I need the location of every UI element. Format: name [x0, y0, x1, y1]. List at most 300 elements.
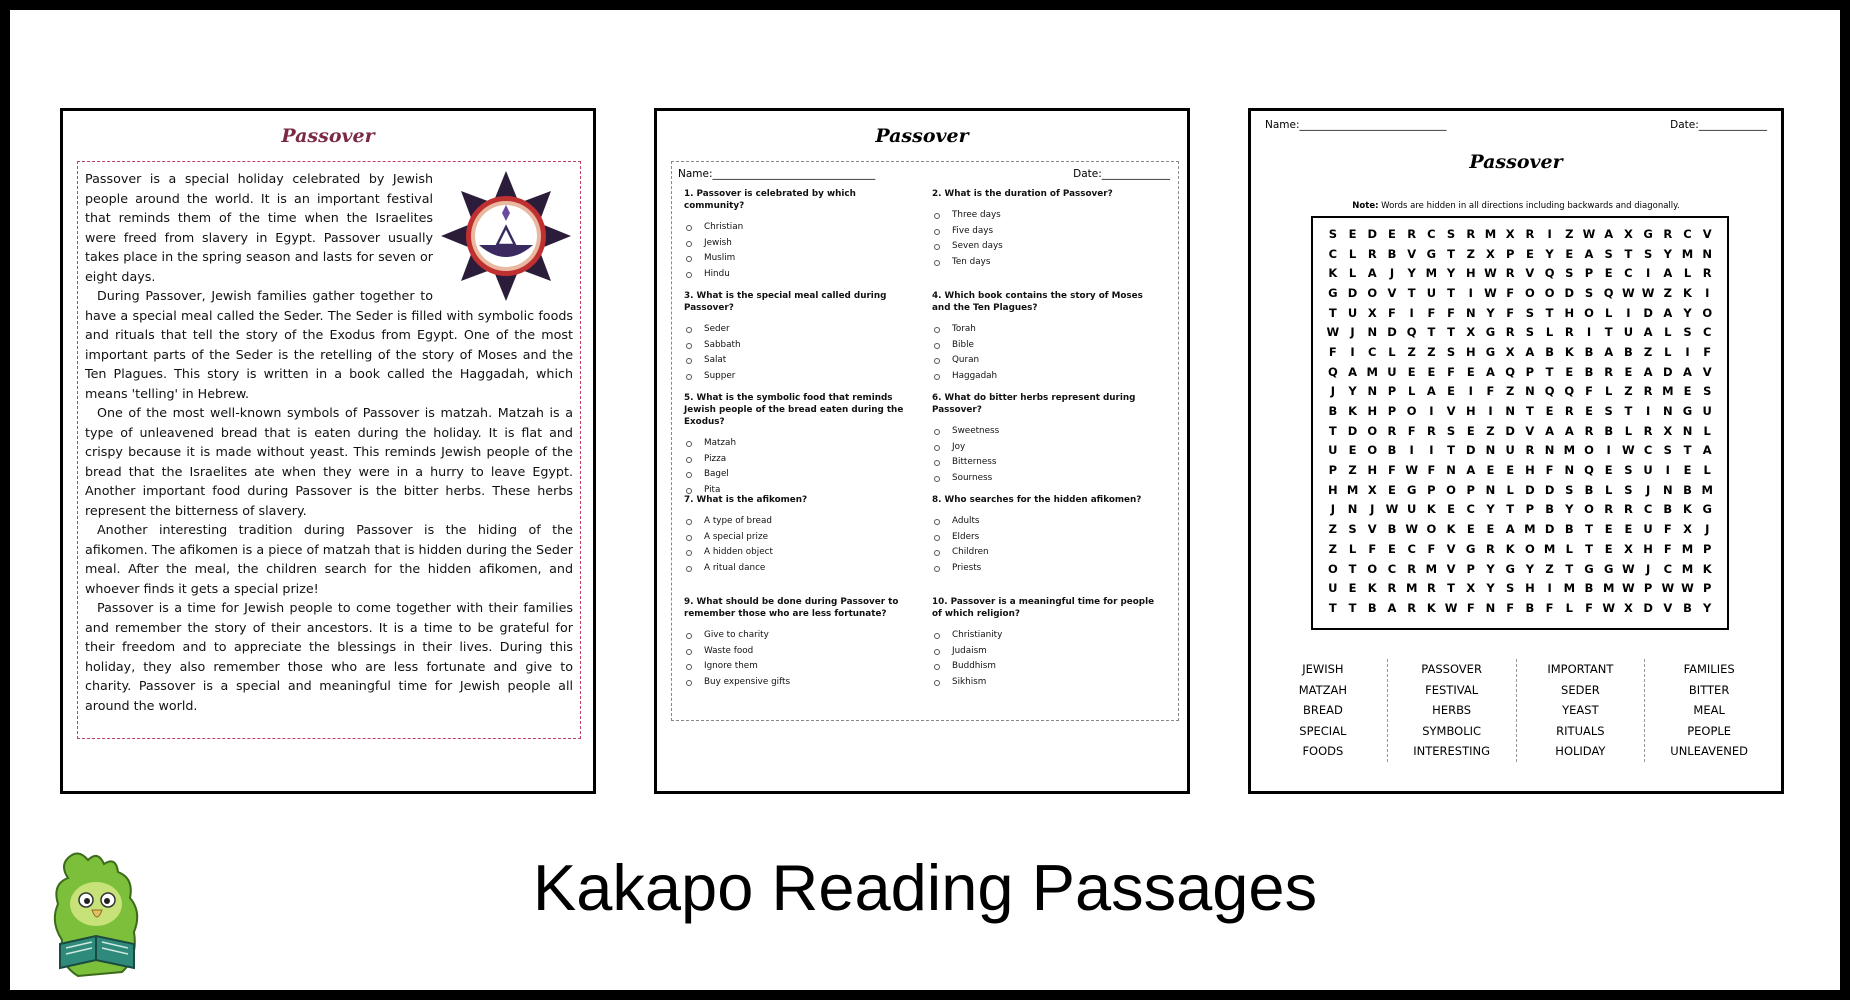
grid-letter[interactable]: E [1545, 404, 1554, 419]
grid-letter[interactable]: E [1486, 463, 1495, 478]
grid-letter[interactable]: I [1626, 305, 1631, 320]
grid-letter[interactable]: R [1407, 600, 1417, 615]
grid-letter[interactable]: E [1604, 463, 1613, 478]
grid-letter[interactable]: R [1387, 581, 1397, 596]
grid-letter[interactable]: S [1506, 581, 1515, 596]
grid-letter[interactable]: C [1702, 325, 1712, 340]
grid-letter[interactable]: D [1347, 285, 1358, 300]
grid-letter[interactable]: N [1505, 404, 1515, 419]
grid-letter[interactable]: O [1327, 561, 1338, 576]
grid-letter[interactable]: U [1328, 581, 1338, 596]
quiz-option[interactable]: Seven days [932, 239, 1164, 255]
grid-letter[interactable]: G [1485, 325, 1496, 340]
grid-letter[interactable]: P [1702, 541, 1712, 556]
grid-letter[interactable]: T [1328, 423, 1337, 438]
grid-letter[interactable]: I [1409, 443, 1414, 458]
grid-letter[interactable]: D [1663, 364, 1673, 379]
grid-letter[interactable]: U [1505, 443, 1515, 458]
grid-letter[interactable]: V [1663, 600, 1673, 615]
grid-letter[interactable]: R [1486, 541, 1495, 556]
grid-letter[interactable]: O [1524, 285, 1535, 300]
quiz-option[interactable]: Quran [932, 353, 1164, 369]
grid-letter[interactable]: E [1683, 463, 1692, 478]
grid-letter[interactable]: G [1485, 344, 1496, 359]
grid-letter[interactable]: N [1485, 482, 1496, 497]
grid-letter[interactable]: B [1328, 404, 1338, 419]
grid-letter[interactable]: K [1446, 522, 1456, 537]
quiz-option[interactable]: Ten days [932, 255, 1164, 271]
grid-letter[interactable]: M [1366, 364, 1378, 379]
grid-letter[interactable]: P [1525, 502, 1535, 517]
grid-letter[interactable]: N [1465, 305, 1476, 320]
grid-letter[interactable]: V [1387, 285, 1397, 300]
quiz-option[interactable]: Ignore them [684, 659, 916, 675]
grid-letter[interactable]: A [1663, 305, 1673, 320]
grid-letter[interactable]: W [1622, 285, 1635, 300]
grid-letter[interactable]: R [1525, 226, 1535, 241]
grid-letter[interactable]: R [1466, 226, 1476, 241]
grid-letter[interactable]: Z [1328, 522, 1338, 537]
grid-letter[interactable]: E [1624, 364, 1633, 379]
grid-letter[interactable]: Y [1486, 305, 1495, 320]
grid-letter[interactable]: K [1683, 285, 1692, 300]
grid-letter[interactable]: S [1584, 285, 1594, 300]
grid-letter[interactable]: F [1545, 600, 1554, 615]
quiz-option[interactable]: Bagel [684, 467, 916, 483]
grid-letter[interactable]: W [1602, 600, 1616, 615]
grid-letter[interactable]: R [1525, 443, 1535, 458]
grid-letter[interactable]: F [1447, 364, 1455, 379]
grid-letter[interactable]: S [1446, 423, 1456, 438]
grid-letter[interactable]: I [1429, 443, 1434, 458]
grid-letter[interactable]: N [1485, 600, 1496, 615]
quiz-option[interactable]: Sabbath [684, 338, 916, 354]
quiz-option[interactable]: Children [932, 545, 1164, 561]
grid-letter[interactable]: M [1405, 581, 1418, 596]
grid-letter[interactable]: Y [1565, 502, 1574, 517]
quiz-option[interactable]: Christianity [932, 628, 1164, 644]
grid-letter[interactable]: G [1505, 561, 1515, 576]
grid-letter[interactable]: A [1663, 266, 1673, 281]
grid-letter[interactable]: R [1643, 384, 1653, 399]
grid-letter[interactable]: I [1468, 285, 1473, 300]
grid-letter[interactable]: A [1604, 344, 1614, 359]
grid-letter[interactable]: R [1663, 226, 1673, 241]
quiz-option[interactable]: Sweetness [932, 424, 1164, 440]
grid-letter[interactable]: Z [1466, 246, 1475, 261]
grid-letter[interactable]: J [1350, 325, 1355, 340]
grid-letter[interactable]: C [1427, 226, 1436, 241]
grid-letter[interactable]: I [1350, 344, 1355, 359]
grid-letter[interactable]: B [1584, 344, 1594, 359]
grid-letter[interactable]: G [1603, 561, 1614, 576]
grid-letter[interactable]: A [1505, 522, 1515, 537]
quiz-option[interactable]: Bitterness [932, 455, 1164, 471]
grid-letter[interactable]: F [1427, 541, 1436, 556]
grid-letter[interactable]: T [1585, 541, 1593, 556]
grid-letter[interactable]: S [1624, 482, 1633, 497]
grid-letter[interactable]: T [1525, 404, 1534, 419]
grid-letter[interactable]: E [1348, 443, 1357, 458]
grid-letter[interactable]: Z [1427, 344, 1436, 359]
grid-letter[interactable]: V [1702, 364, 1712, 379]
grid-letter[interactable]: A [1525, 344, 1535, 359]
grid-letter[interactable]: O [1367, 423, 1378, 438]
quiz-option[interactable]: Pizza [684, 452, 916, 468]
grid-letter[interactable]: T [1447, 285, 1455, 300]
grid-letter[interactable]: L [1506, 482, 1514, 497]
grid-letter[interactable]: W [1326, 325, 1340, 340]
grid-letter[interactable]: M [1563, 443, 1576, 458]
grid-letter[interactable]: X [1367, 482, 1377, 497]
grid-letter[interactable]: P [1427, 482, 1436, 497]
grid-letter[interactable]: V [1407, 246, 1417, 261]
grid-letter[interactable]: R [1564, 404, 1574, 419]
grid-letter[interactable]: G [1426, 246, 1437, 261]
grid-letter[interactable]: J [1370, 502, 1375, 517]
grid-letter[interactable]: V [1446, 561, 1456, 576]
grid-letter[interactable]: P [1387, 404, 1397, 419]
grid-letter[interactable]: O [1702, 305, 1713, 320]
grid-letter[interactable]: M [1681, 541, 1694, 556]
grid-letter[interactable]: R [1367, 246, 1377, 261]
grid-letter[interactable]: F [1585, 384, 1593, 399]
grid-letter[interactable]: Y [1525, 561, 1535, 576]
grid-letter[interactable]: F [1663, 522, 1672, 537]
grid-letter[interactable]: B [1387, 522, 1397, 537]
grid-letter[interactable]: U [1328, 443, 1338, 458]
grid-letter[interactable]: A [1367, 266, 1377, 281]
grid-letter[interactable]: B [1584, 364, 1594, 379]
grid-letter[interactable]: F [1427, 305, 1436, 320]
grid-letter[interactable]: X [1505, 344, 1515, 359]
grid-letter[interactable]: M [1563, 581, 1576, 596]
grid-letter[interactable]: D [1505, 423, 1515, 438]
grid-letter[interactable]: K [1426, 502, 1436, 517]
grid-letter[interactable]: L [1683, 266, 1692, 281]
grid-letter[interactable]: O [1584, 443, 1594, 458]
grid-letter[interactable]: F [1585, 600, 1593, 615]
quiz-option[interactable]: Buy expensive gifts [684, 675, 916, 691]
grid-letter[interactable]: P [1466, 561, 1475, 576]
grid-letter[interactable]: F [1466, 600, 1475, 615]
grid-letter[interactable]: D [1466, 443, 1476, 458]
grid-letter[interactable]: O [1584, 305, 1594, 320]
grid-letter[interactable]: M [1484, 226, 1497, 241]
grid-letter[interactable]: N [1347, 502, 1358, 517]
grid-letter[interactable]: D [1544, 482, 1555, 497]
grid-letter[interactable]: C [1663, 561, 1673, 576]
grid-letter[interactable]: C [1387, 561, 1397, 576]
quiz-option[interactable]: Priests [932, 561, 1164, 577]
grid-letter[interactable]: E [1388, 226, 1396, 241]
grid-letter[interactable]: Y [1486, 561, 1495, 576]
grid-letter[interactable]: E [1604, 522, 1613, 537]
grid-letter[interactable]: H [1465, 404, 1476, 419]
grid-letter[interactable]: S [1604, 246, 1613, 261]
grid-letter[interactable]: A [1466, 463, 1476, 478]
grid-letter[interactable]: W [1622, 581, 1635, 596]
grid-letter[interactable]: I [1606, 443, 1611, 458]
grid-letter[interactable]: Y [1446, 266, 1456, 281]
grid-letter[interactable]: A [1348, 364, 1357, 379]
grid-letter[interactable]: I [1665, 463, 1670, 478]
grid-letter[interactable]: Y [1407, 266, 1416, 281]
quiz-option[interactable]: Waste food [684, 644, 916, 660]
grid-letter[interactable]: T [1447, 581, 1455, 596]
grid-letter[interactable]: E [1466, 522, 1475, 537]
grid-letter[interactable]: X [1486, 246, 1495, 261]
grid-letter[interactable]: Y [1348, 384, 1357, 399]
grid-letter[interactable]: E [1486, 522, 1495, 537]
grid-letter[interactable]: E [1585, 404, 1593, 419]
grid-letter[interactable]: V [1702, 226, 1712, 241]
grid-letter[interactable]: S [1643, 246, 1653, 261]
grid-letter[interactable]: C [1368, 344, 1377, 359]
grid-letter[interactable]: Y [1486, 581, 1495, 596]
quiz-option[interactable]: Jewish [684, 236, 916, 252]
grid-letter[interactable]: P [1505, 246, 1515, 261]
grid-letter[interactable]: C [1328, 246, 1338, 261]
grid-letter[interactable]: Z [1348, 463, 1357, 478]
grid-letter[interactable]: B [1663, 502, 1673, 517]
quiz-option[interactable]: A ritual dance [684, 561, 916, 577]
grid-letter[interactable]: E [1447, 502, 1455, 517]
grid-letter[interactable]: L [1703, 463, 1711, 478]
grid-letter[interactable]: D [1643, 305, 1653, 320]
quiz-option[interactable]: A type of bread [684, 514, 916, 530]
grid-letter[interactable]: L [1348, 541, 1357, 556]
quiz-option[interactable]: Supper [684, 369, 916, 385]
grid-letter[interactable]: B [1545, 502, 1554, 517]
grid-letter[interactable]: H [1643, 541, 1653, 556]
grid-letter[interactable]: N [1564, 463, 1575, 478]
grid-letter[interactable]: T [1348, 600, 1357, 615]
grid-letter[interactable]: H [1525, 581, 1535, 596]
grid-letter[interactable]: X [1683, 522, 1692, 537]
grid-letter[interactable]: O [1406, 404, 1417, 419]
grid-letter[interactable]: E [1427, 364, 1436, 379]
grid-letter[interactable]: R [1505, 266, 1515, 281]
grid-letter[interactable]: H [1367, 404, 1378, 419]
grid-letter[interactable]: W [1582, 226, 1596, 241]
grid-letter[interactable]: A [1486, 364, 1495, 379]
grid-letter[interactable]: L [1348, 246, 1357, 261]
grid-letter[interactable]: X [1623, 541, 1633, 556]
grid-letter[interactable]: B [1564, 522, 1574, 537]
grid-letter[interactable]: F [1663, 541, 1672, 556]
grid-letter[interactable]: K [1564, 344, 1574, 359]
grid-letter[interactable]: O [1584, 502, 1594, 517]
grid-letter[interactable]: S [1446, 344, 1456, 359]
grid-letter[interactable]: H [1465, 266, 1476, 281]
grid-letter[interactable]: L [1664, 325, 1672, 340]
grid-letter[interactable]: M [1425, 561, 1438, 576]
grid-letter[interactable]: O [1524, 541, 1535, 556]
grid-letter[interactable]: L [1605, 482, 1613, 497]
grid-letter[interactable]: Q [1327, 364, 1338, 379]
grid-letter[interactable]: H [1465, 344, 1476, 359]
grid-letter[interactable]: W [1444, 600, 1458, 615]
grid-letter[interactable]: N [1662, 404, 1673, 419]
grid-letter[interactable]: Z [1663, 285, 1672, 300]
grid-letter[interactable]: Z [1565, 226, 1574, 241]
quiz-option[interactable]: Five days [932, 224, 1164, 240]
grid-letter[interactable]: F [1447, 305, 1455, 320]
grid-letter[interactable]: S [1446, 226, 1456, 241]
grid-letter[interactable]: N [1702, 246, 1713, 261]
grid-letter[interactable]: B [1584, 581, 1594, 596]
quiz-option[interactable]: Matzah [684, 436, 916, 452]
quiz-option[interactable]: Adults [932, 514, 1164, 530]
grid-letter[interactable]: R [1564, 325, 1574, 340]
grid-letter[interactable]: C [1683, 226, 1692, 241]
grid-letter[interactable]: I [1547, 226, 1552, 241]
grid-letter[interactable]: F [1506, 305, 1515, 320]
grid-letter[interactable]: R [1407, 561, 1417, 576]
grid-letter[interactable]: D [1367, 226, 1378, 241]
grid-letter[interactable]: T [1545, 364, 1554, 379]
grid-letter[interactable]: I [1685, 344, 1690, 359]
grid-letter[interactable]: J [1705, 522, 1710, 537]
grid-letter[interactable]: L [1348, 266, 1357, 281]
grid-letter[interactable]: W [1641, 285, 1655, 300]
grid-letter[interactable]: L [1388, 344, 1396, 359]
grid-letter[interactable]: M [1543, 541, 1556, 556]
grid-letter[interactable]: W [1661, 581, 1675, 596]
grid-letter[interactable]: M [1425, 266, 1438, 281]
grid-letter[interactable]: W [1405, 463, 1418, 478]
grid-letter[interactable]: X [1505, 226, 1515, 241]
grid-letter[interactable]: O [1426, 522, 1437, 537]
grid-letter[interactable]: Q [1406, 325, 1417, 340]
grid-letter[interactable]: X [1466, 581, 1476, 596]
grid-letter[interactable]: I [1429, 404, 1434, 419]
grid-letter[interactable]: R [1407, 226, 1417, 241]
grid-letter[interactable]: S [1348, 522, 1357, 537]
grid-letter[interactable]: C [1407, 541, 1416, 556]
grid-letter[interactable]: S [1663, 443, 1672, 458]
grid-letter[interactable]: W [1622, 561, 1635, 576]
grid-letter[interactable]: G [1406, 482, 1417, 497]
grid-letter[interactable]: E [1604, 266, 1613, 281]
grid-letter[interactable]: K [1328, 266, 1338, 281]
grid-letter[interactable]: R [1426, 423, 1436, 438]
quiz-option[interactable]: Joy [932, 440, 1164, 456]
grid-letter[interactable]: U [1387, 364, 1397, 379]
grid-letter[interactable]: M [1701, 482, 1713, 497]
quiz-option[interactable]: Torah [932, 322, 1164, 338]
grid-letter[interactable]: N [1544, 443, 1555, 458]
grid-letter[interactable]: E [1604, 541, 1613, 556]
grid-letter[interactable]: J [1645, 561, 1651, 576]
grid-letter[interactable]: S [1565, 482, 1574, 497]
grid-letter[interactable]: F [1407, 423, 1416, 438]
grid-letter[interactable]: E [1683, 384, 1692, 399]
grid-letter[interactable]: Y [1545, 246, 1554, 261]
grid-letter[interactable]: M [1346, 482, 1359, 497]
grid-letter[interactable]: I [1547, 581, 1552, 596]
quiz-option[interactable]: Hindu [684, 267, 916, 283]
grid-letter[interactable]: D [1387, 325, 1397, 340]
grid-letter[interactable]: A [1426, 384, 1436, 399]
grid-letter[interactable]: A [1387, 600, 1397, 615]
grid-letter[interactable]: E [1388, 541, 1396, 556]
grid-letter[interactable]: L [1624, 423, 1633, 438]
grid-letter[interactable]: L [1605, 384, 1613, 399]
grid-letter[interactable]: D [1643, 600, 1653, 615]
grid-letter[interactable]: B [1683, 600, 1692, 615]
grid-letter[interactable]: K [1683, 502, 1692, 517]
quiz-option[interactable]: Seder [684, 322, 916, 338]
grid-letter[interactable]: R [1702, 266, 1712, 281]
grid-letter[interactable]: Q [1505, 364, 1516, 379]
grid-letter[interactable]: Z [1545, 561, 1554, 576]
grid-letter[interactable]: V [1525, 266, 1535, 281]
quiz-option[interactable]: Bible [932, 338, 1164, 354]
grid-letter[interactable]: T [1565, 561, 1574, 576]
grid-letter[interactable]: R [1426, 581, 1436, 596]
grid-letter[interactable]: N [1367, 384, 1378, 399]
grid-letter[interactable]: G [1682, 404, 1693, 419]
grid-letter[interactable]: X [1623, 600, 1633, 615]
grid-letter[interactable]: J [1330, 384, 1335, 399]
grid-letter[interactable]: B [1584, 482, 1594, 497]
grid-letter[interactable]: K [1702, 561, 1712, 576]
grid-letter[interactable]: S [1565, 266, 1574, 281]
grid-letter[interactable]: I [1409, 305, 1414, 320]
grid-letter[interactable]: Y [1683, 305, 1692, 320]
grid-letter[interactable]: T [1427, 325, 1436, 340]
grid-letter[interactable]: X [1367, 305, 1377, 320]
grid-letter[interactable]: H [1525, 463, 1535, 478]
grid-letter[interactable]: E [1348, 226, 1357, 241]
grid-letter[interactable]: Y [1486, 502, 1495, 517]
quiz-option[interactable]: Judaism [932, 644, 1164, 660]
grid-letter[interactable]: F [1703, 344, 1712, 359]
grid-letter[interactable]: X [1663, 423, 1673, 438]
grid-letter[interactable]: M [1602, 581, 1615, 596]
grid-letter[interactable]: C [1466, 502, 1475, 517]
grid-letter[interactable]: K [1505, 541, 1515, 556]
grid-letter[interactable]: N [1682, 423, 1693, 438]
grid-letter[interactable]: L [1408, 384, 1416, 399]
grid-letter[interactable]: P [1584, 266, 1594, 281]
grid-letter[interactable]: T [1585, 522, 1593, 537]
grid-letter[interactable]: N [1485, 443, 1496, 458]
grid-letter[interactable]: Z [1624, 384, 1633, 399]
grid-letter[interactable]: C [1643, 443, 1653, 458]
grid-letter[interactable]: H [1328, 482, 1338, 497]
grid-letter[interactable]: T [1624, 404, 1633, 419]
grid-letter[interactable]: P [1328, 463, 1338, 478]
grid-letter[interactable]: E [1407, 364, 1416, 379]
grid-letter[interactable]: M [1681, 246, 1694, 261]
grid-letter[interactable]: Z [1407, 344, 1416, 359]
quiz-option[interactable]: A special prize [684, 530, 916, 546]
grid-letter[interactable]: V [1367, 522, 1377, 537]
grid-letter[interactable]: J [1330, 502, 1335, 517]
grid-letter[interactable]: W [1385, 502, 1399, 517]
grid-letter[interactable]: T [1624, 246, 1633, 261]
quiz-option[interactable]: Elders [932, 530, 1164, 546]
grid-letter[interactable]: T [1506, 502, 1515, 517]
grid-letter[interactable]: L [1664, 344, 1672, 359]
grid-letter[interactable]: N [1662, 482, 1673, 497]
grid-letter[interactable]: X [1623, 226, 1633, 241]
grid-letter[interactable]: U [1702, 404, 1712, 419]
grid-letter[interactable]: U [1623, 325, 1634, 340]
